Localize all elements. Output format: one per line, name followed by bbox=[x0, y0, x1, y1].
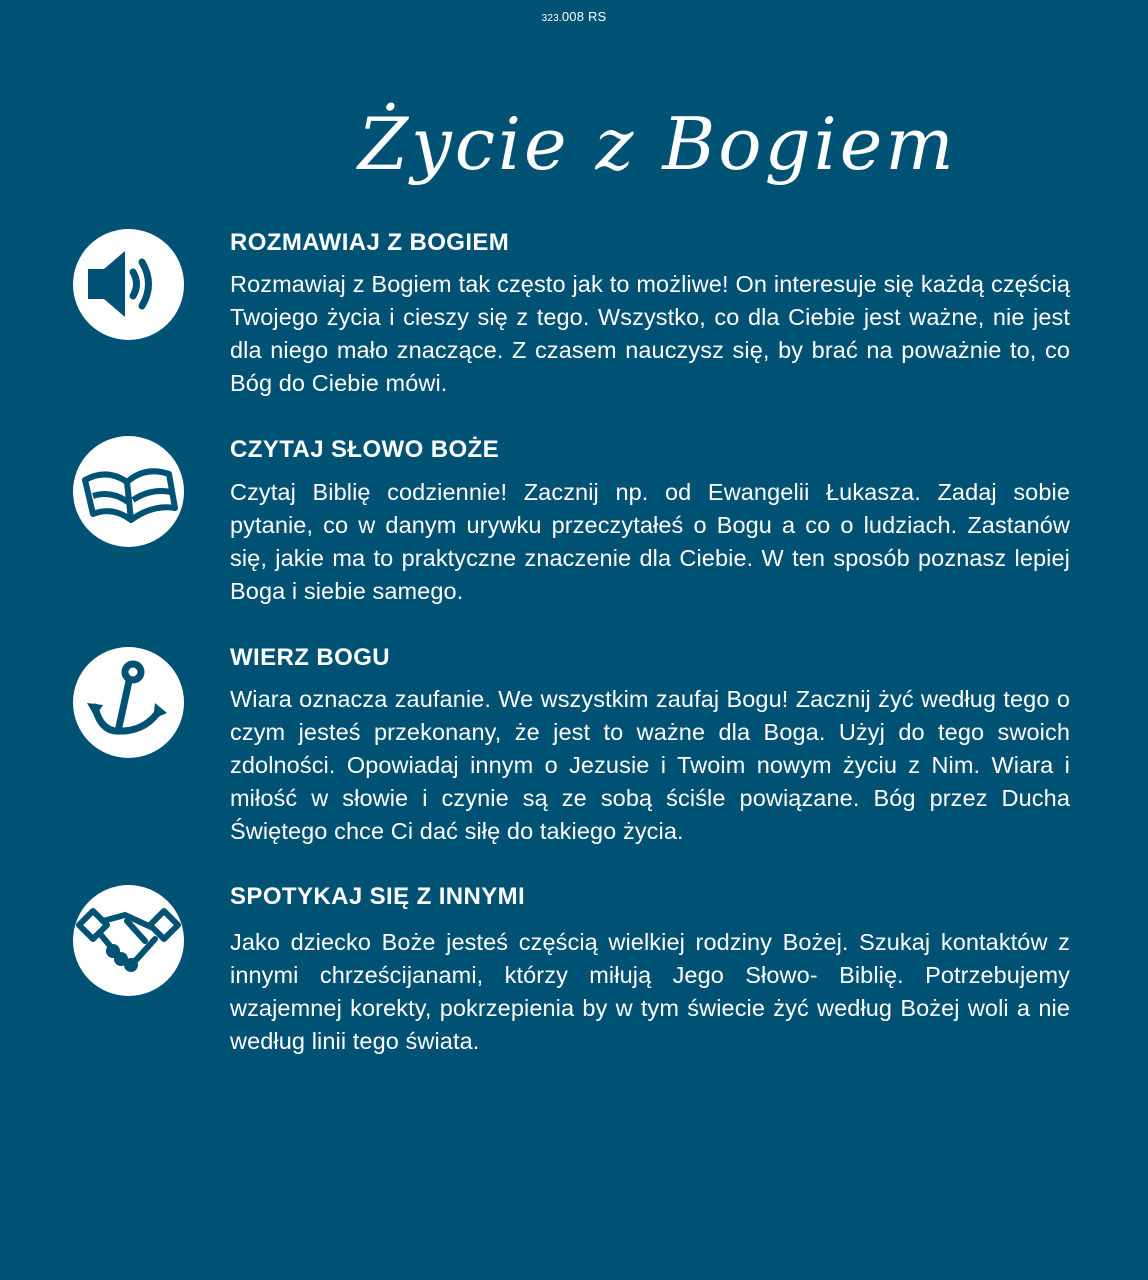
section-text: Wiara oznacza zaufanie. We wszystkim zaufaj Bogu! Zacznij żyć według tego o czym jesteś przekonany, że jest to ważne dla Boga. Użyj do tego swoich zdolności. Opowiadaj innym o Jezusie i Twoim nowym życiu z Nim. Wiara i miłość w słowie i czynie są ze sobą ściśle powiązane. Bóg przez Ducha Świętego chce Ci dać siłę do takiego życia. bbox=[230, 686, 1070, 844]
section-text: Jako dziecko Boże jesteś częścią wielkiej rodziny Bożej. Szukaj kontaktów z innymi chrześcijanami, którzy miłują Jego Słowo- Biblię. Potrzebujemy wzajemnej korekty, pokrzepienia by w tym świecie żyć według Bożej woli a nie według linii tego świata. bbox=[230, 929, 1070, 1054]
section-heading: ROZMAWIAJ Z BOGIEM bbox=[230, 229, 510, 256]
section-heading: SPOTYKAJ SIĘ Z INNYMI bbox=[230, 883, 526, 910]
section-text: Czytaj Biblię codziennie! Zacznij np. od Ewangelii Łukasza. Zadaj sobie pytanie, co w danym urywku przeczytałeś o Bogu a co o ludziach. Zastanów się, jakie ma to praktyczne znaczenie dla Ciebie. W ten sposób poznasz lepiej Boga i siebie samego. bbox=[230, 479, 1070, 604]
print-code-rest: 008 RS bbox=[561, 9, 607, 24]
open-book-icon bbox=[73, 436, 184, 547]
anchor-icon bbox=[73, 647, 184, 758]
section-heading: CZYTAJ SŁOWO BOŻE bbox=[230, 436, 500, 463]
section-heading: WIERZ BOGU bbox=[230, 644, 390, 671]
page-title: Życie z Bogiem bbox=[358, 102, 957, 186]
speaker-icon bbox=[73, 229, 184, 340]
print-code bbox=[0, 9, 1148, 24]
handshake-icon bbox=[73, 885, 184, 996]
section-text: Rozmawiaj z Bogiem tak często jak to możliwe! On interesuje się każdą częścią Twojego życia i cieszy się z tego. Wszystko, co dla Ciebie jest ważne, nie jest dla niego mało znaczące. Z czasem nauczysz się, by brać na poważnie to, co Bóg do Ciebie mówi. bbox=[230, 271, 1070, 396]
print-code-prefix: 323. bbox=[541, 13, 562, 24]
